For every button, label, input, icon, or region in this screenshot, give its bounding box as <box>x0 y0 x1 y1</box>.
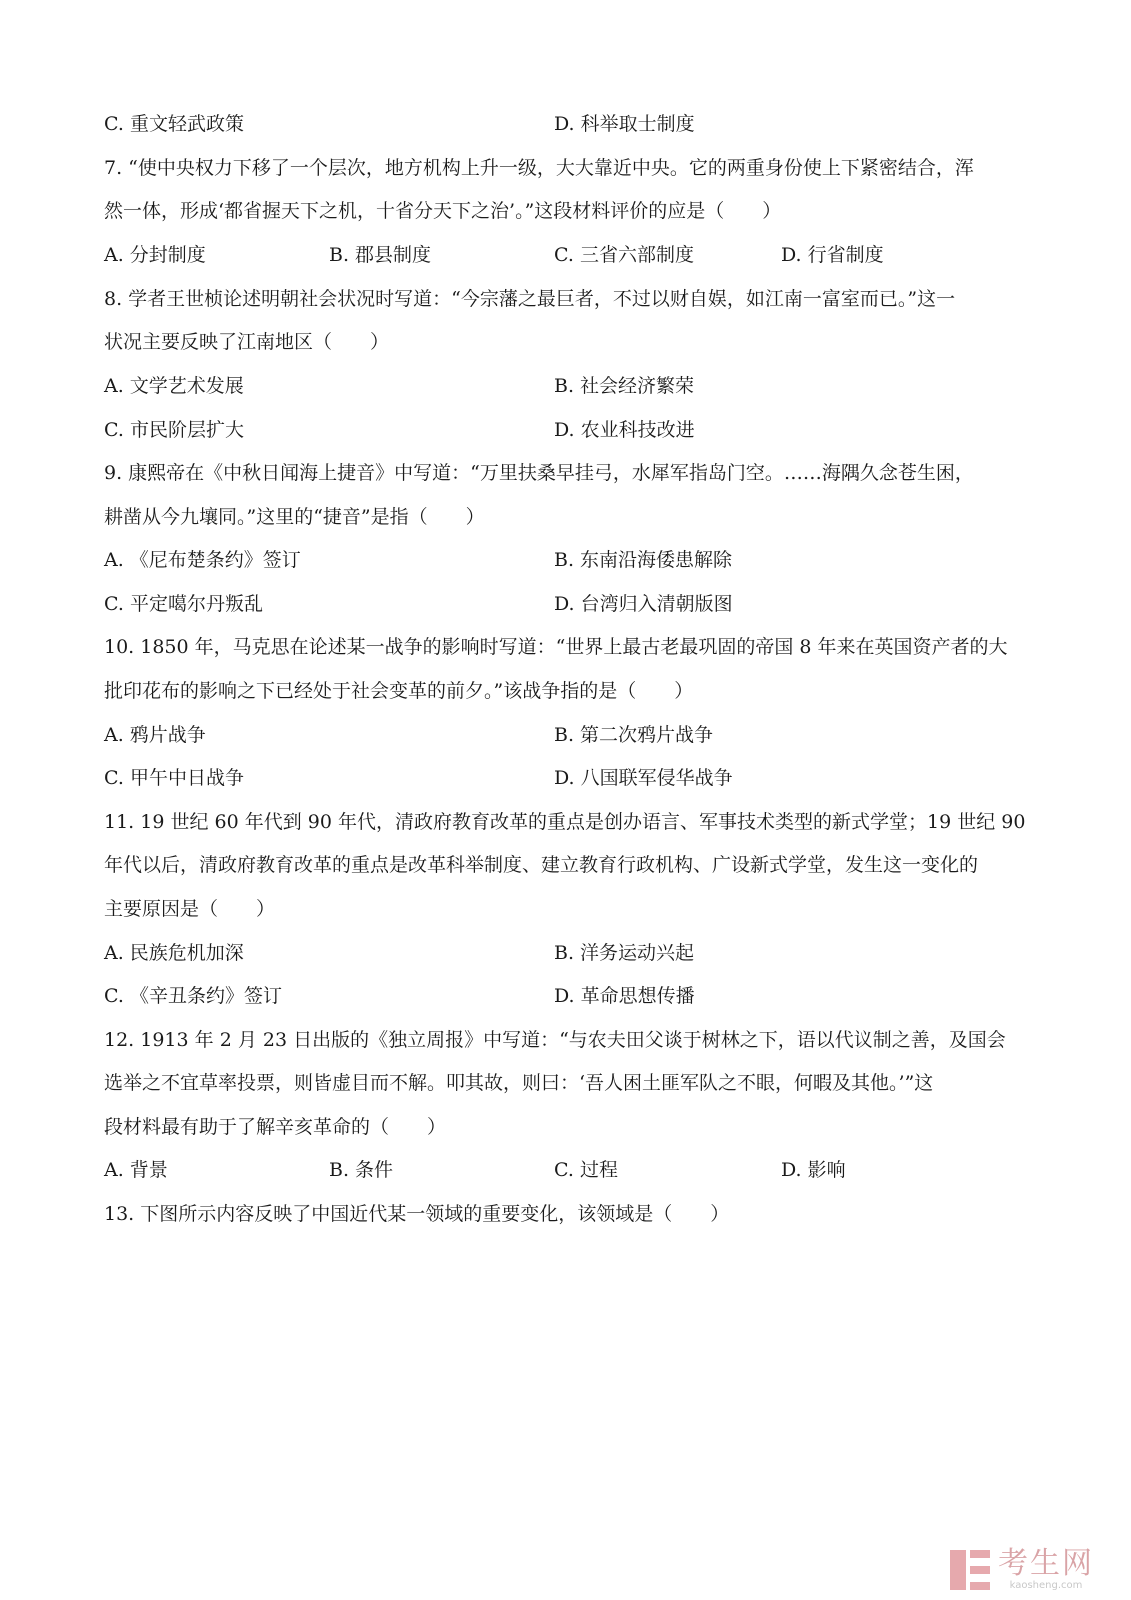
q10-stem-line1: 10. 1850 年，马克思在论述某一战争的影响时写道：“世界上最古老最巩固的帝国 8 年来在英国资产者的大 <box>104 636 1008 658</box>
q10-option-a: A. 鸦片战争 <box>104 724 206 746</box>
q11-stem-line2: 年代以后，清政府教育改革的重点是改革科举制度、建立教育行政机构、广设新式学堂，发生这一变化的 <box>104 854 979 876</box>
q10-stem-line2: 批印花布的影响之下已经处于社会变革的前夕。”该战争指的是（ ） <box>104 680 694 702</box>
watermark-en: kaosheng.com <box>1009 1580 1083 1591</box>
q9-option-b: B. 东南沿海倭患解除 <box>554 549 733 571</box>
q7-stem-line1: 7. “使中央权力下移了一个层次，地方机构上升一级，大大靠近中央。它的两重身份使上下紧密结合，浑 <box>104 157 974 179</box>
q8-option-b: B. 社会经济繁荣 <box>554 375 695 397</box>
q10-option-b: B. 第二次鸦片战争 <box>554 724 714 746</box>
q9-stem-line1: 9. 康熙帝在《中秋日闻海上捷音》中写道：“万里扶桑早挂弓，水犀军指岛门空。……海隅久念苍生困， <box>104 462 974 484</box>
q11-stem-line1: 11. 19 世纪 60 年代到 90 年代，清政府教育改革的重点是创办语言、军事技术类型的新式学堂；19 世纪 90 <box>104 811 1026 833</box>
q12-stem-line3: 段材料最有助于了解辛亥革命的（ ） <box>104 1116 447 1138</box>
q6-option-d: D. 科举取士制度 <box>554 113 695 135</box>
q9-stem-line2: 耕凿从今九壤同。”这里的“捷音”是指（ ） <box>104 506 485 528</box>
watermark-cn: 考生网 <box>998 1546 1094 1581</box>
q8-option-c: C. 市民阶层扩大 <box>104 419 244 441</box>
q8-stem-line1: 8. 学者王世桢论述明朝社会状况时写道：“今宗藩之最巨者，不过以财自娱，如江南一富室而已。”这一 <box>104 288 956 310</box>
q6-option-c: C. 重文轻武政策 <box>104 113 244 135</box>
q10-option-d: D. 八国联军侵华战争 <box>554 767 733 789</box>
watermark <box>950 1548 1094 1592</box>
q7-option-a: A. 分封制度 <box>104 244 206 266</box>
q11-option-d: D. 革命思想传播 <box>554 985 695 1007</box>
q7-option-c: C. 三省六部制度 <box>554 244 694 266</box>
q7-option-d: D. 行省制度 <box>781 244 884 266</box>
q7-stem-line2: 然一体，形成‘都省握天下之机，十省分天下之治’。”这段材料评价的应是（ ） <box>104 200 782 222</box>
q11-option-a: A. 民族危机加深 <box>104 942 244 964</box>
q13-stem-line1: 13. 下图所示内容反映了中国近代某一领域的重要变化，该领域是（ ） <box>104 1203 730 1225</box>
q12-stem-line1: 12. 1913 年 2 月 23 日出版的《独立周报》中写道：“与农夫田父谈于树林之下，语以代议制之善，及国会 <box>104 1029 1006 1051</box>
q8-stem-line2: 状况主要反映了江南地区（ ） <box>104 331 390 353</box>
q12-stem-line2: 选举之不宜草率投票，则皆虚目而不解。叩其故，则曰：‘吾人困土匪军队之不眼，何暇及其他。’”这 <box>104 1072 934 1094</box>
q7-option-b: B. 郡县制度 <box>329 244 432 266</box>
q10-option-c: C. 甲午中日战争 <box>104 767 244 789</box>
q9-option-c: C. 平定噶尔丹叛乱 <box>104 593 263 615</box>
q9-option-a: A. 《尼布楚条约》签订 <box>104 549 301 571</box>
q11-option-c: C. 《辛丑条约》签订 <box>104 985 282 1007</box>
q12-option-c: C. 过程 <box>554 1159 618 1181</box>
q8-option-a: A. 文学艺术发展 <box>104 375 244 397</box>
q12-option-d: D. 影响 <box>781 1159 846 1181</box>
q11-option-b: B. 洋务运动兴起 <box>554 942 695 964</box>
q9-option-d: D. 台湾归入清朝版图 <box>554 593 733 615</box>
q12-option-a: A. 背景 <box>104 1159 168 1181</box>
q11-stem-line3: 主要原因是（ ） <box>104 898 276 920</box>
watermark-logo-icon <box>950 1550 990 1590</box>
q12-option-b: B. 条件 <box>329 1159 394 1181</box>
q8-option-d: D. 农业科技改进 <box>554 419 695 441</box>
